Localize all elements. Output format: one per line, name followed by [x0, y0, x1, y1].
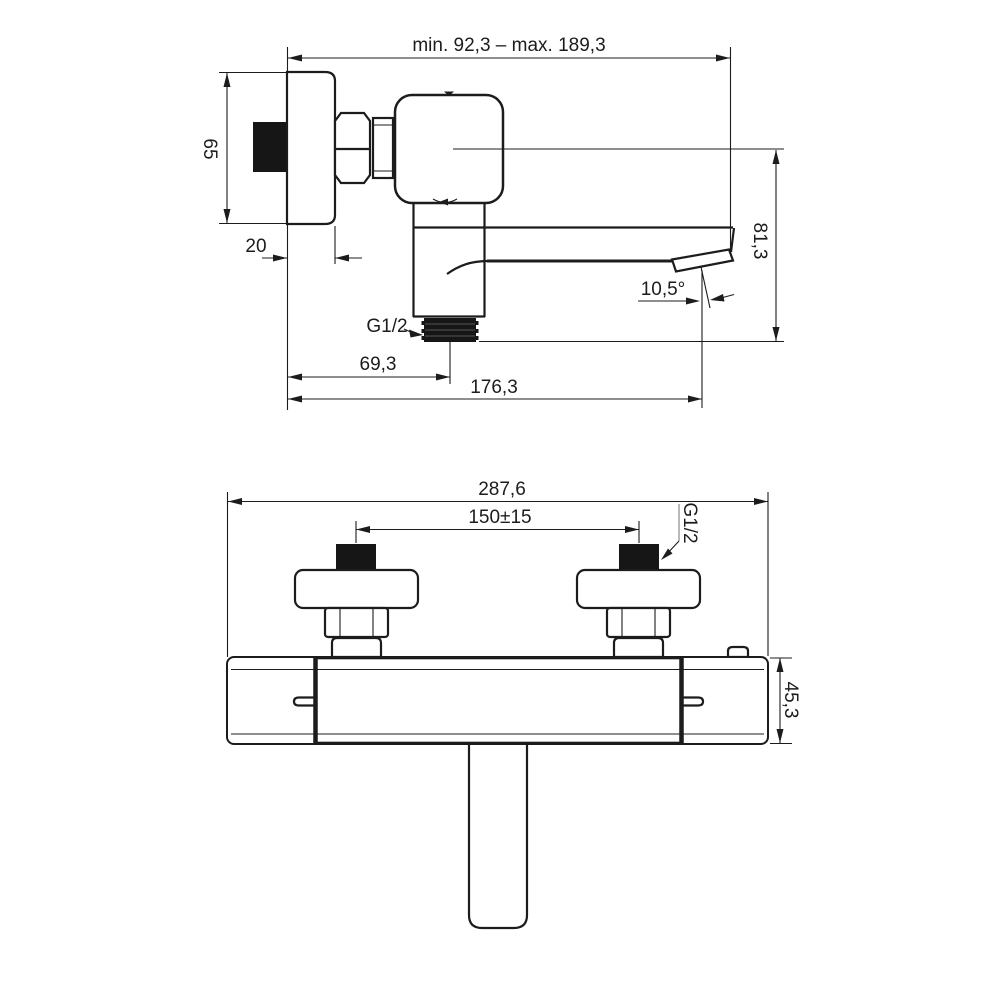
spout [447, 228, 734, 274]
side-view [199, 35, 784, 410]
label-spout-angle: 10,5° [640, 279, 686, 300]
right-connector [614, 638, 663, 657]
spout-tip-face [731, 228, 734, 252]
right-hex-nut [607, 608, 670, 637]
label-connection-centers: 150±15 [468, 507, 532, 528]
spout-underside-curve [447, 261, 488, 274]
label-body-height: 45,3 [779, 681, 801, 719]
right-escutcheon [577, 570, 700, 608]
adapter-ring [373, 118, 393, 178]
label-outlet-distance: 69,3 [359, 354, 397, 375]
bar-body [227, 657, 768, 744]
front-view [227, 479, 801, 928]
left-connector [332, 638, 381, 657]
dimension-adjustable-reach [288, 35, 730, 62]
label-overall-width: 287,6 [478, 479, 526, 500]
aerator [672, 250, 733, 272]
label-plate-depth: 20 [245, 236, 267, 257]
dimension-spout-angle [638, 267, 734, 408]
left-hex-nut [325, 608, 388, 637]
label-drop-height: 81,3 [748, 222, 770, 260]
thread-callout [366, 316, 423, 338]
label-total-reach: 176,3 [470, 377, 518, 398]
left-thread-block [336, 544, 376, 569]
wall-section [253, 122, 287, 172]
label-plate-height: 65 [198, 138, 220, 160]
wall-plate [287, 72, 335, 224]
outlet-thread [422, 318, 479, 342]
dimension-body-height [770, 658, 801, 744]
dimension-plate-depth [245, 226, 362, 264]
down-pipe [469, 745, 527, 928]
label-outlet-thread: G1/2 [366, 316, 408, 337]
dimension-total-reach [288, 377, 702, 403]
diverter-button [728, 647, 748, 657]
dimension-outlet-distance [288, 354, 450, 381]
connection-thread-callout [661, 502, 700, 560]
left-escutcheon [295, 570, 418, 608]
right-wall-connection [577, 544, 700, 657]
label-adjustable-reach: min. 92,3 – max. 189,3 [412, 35, 606, 56]
label-connection-thread: G1/2 [678, 502, 700, 544]
dimension-connection-centers [356, 507, 639, 543]
right-thread-block [619, 544, 659, 569]
mounting-hex-nut [335, 113, 370, 183]
left-wall-connection [295, 544, 418, 657]
dimension-drop-height [479, 150, 784, 342]
